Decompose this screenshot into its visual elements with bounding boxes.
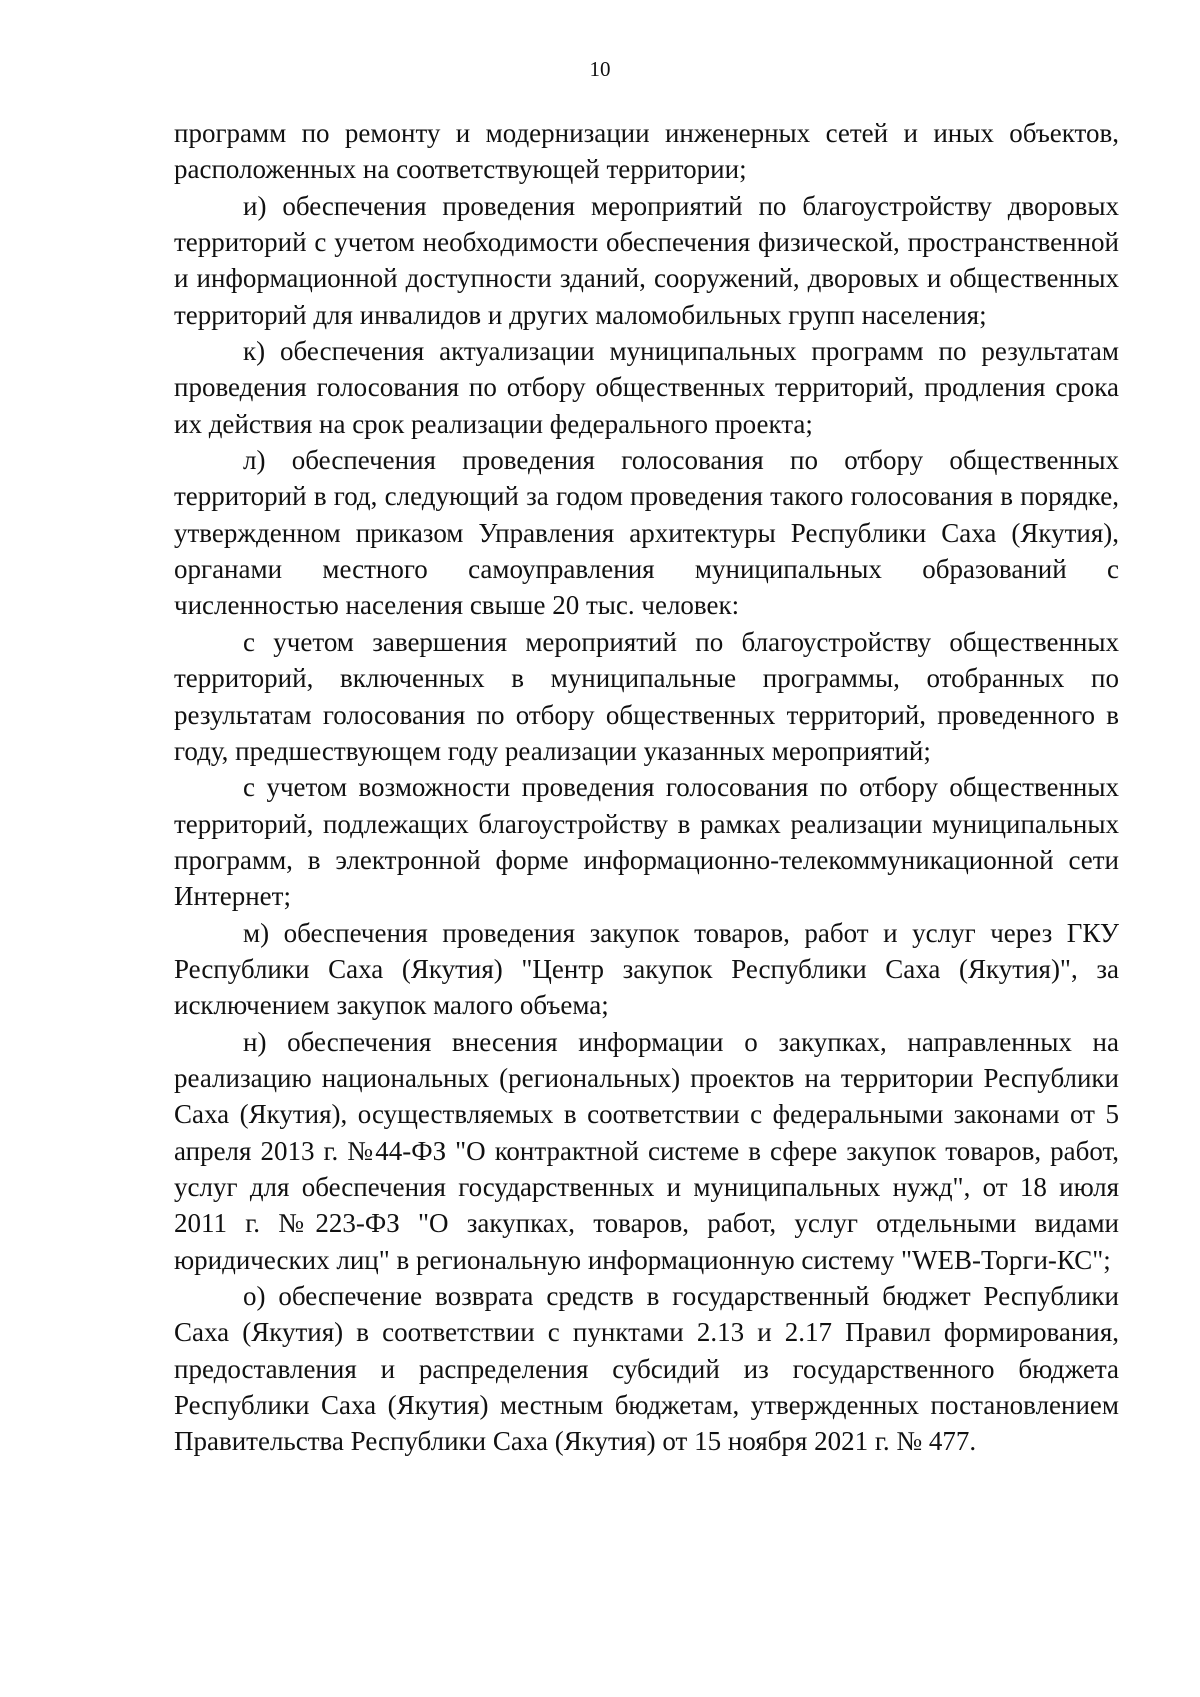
- paragraph-item-k: к) обеспечения актуализации муниципальных программ по результатам проведения голосования по отбору общественных территорий, продления срока их действия на срок реализации федерального проекта;: [174, 336, 1119, 439]
- document-body: [174, 115, 1119, 1460]
- paragraph-item-m: м) обеспечения проведения закупок товаров, работ и услуг через ГКУ Республики Саха (Якутия) "Центр закупок Республики Саха (Якутия)", за исключением закупок малого объема;: [174, 917, 1119, 1021]
- page-number: 10: [589, 57, 611, 81]
- paragraph-continuation: программ по ремонту и модернизации инженерных сетей и иных объектов, расположенных на соответствующей территории;: [174, 118, 1119, 185]
- paragraph-item-o: о) обеспечение возврата средств в государственный бюджет Республики Саха (Якутия) в соответствии с пунктами 2.13 и 2.17 Правил формирования, предоставления и распределения субсидий из государственного бюджета Республики Саха (Якутия) местным бюджетам, утвержденных постановлением Правительства Республики Саха (Якутия) от 15 ноября 2021 г. № 477.: [174, 1281, 1119, 1457]
- paragraph-item-i: и) обеспечения проведения мероприятий по благоустройству дворовых территорий с учетом необходимости обеспечения физической, пространственной и информационной доступности зданий, сооружений, дворовых и общественных территорий для инвалидов и других маломобильных групп населения;: [174, 190, 1119, 330]
- paragraph-item-n: н) обеспечения внесения информации о закупках, направленных на реализацию национальных (региональных) проектов на территории Республики Саха (Якутия), осуществляемых в соответствии с федеральными законами от 5 апреля 2013 г. №44-ФЗ "О контрактной системе в сфере закупок товаров, работ, услуг для обеспечения государственных и муниципальных нужд", от 18 июля 2011 г. №223-ФЗ "О закупках, товаров, работ, услуг отдельными видами юридических лиц" в региональную информационную систему "WEB-Торги-КС";: [174, 1026, 1119, 1275]
- paragraph-subitem-electronic-voting: с учетом возможности проведения голосования по отбору общественных территорий, подлежащих благоустройству в рамках реализации муниципальных программ, в электронной форме информационно-телекоммуникационной сети Интернет;: [174, 772, 1119, 912]
- paragraph-subitem-completion: с учетом завершения мероприятий по благоустройству общественных территорий, включенных в муниципальные программы, отобранных по результатам голосования по отбору общественных территорий, проведенного в году, предшествующем году реализации указанных мероприятий;: [174, 626, 1119, 766]
- paragraph-item-l: л) обеспечения проведения голосования по отбору общественных территорий в год, следующий за годом проведения такого голосования в порядке, утвержденном приказом Управления архитектуры Республики Саха (Якутия), органами местного самоуправления муниципальных образований с численностью населения свыше 20 тыс. человек:: [174, 445, 1119, 621]
